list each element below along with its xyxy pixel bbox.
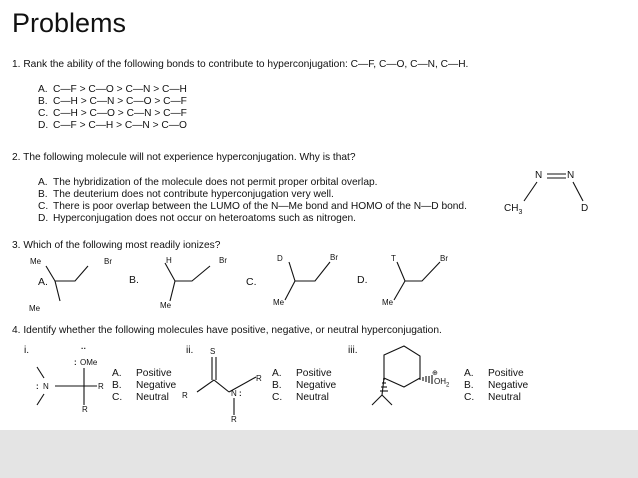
option-text: Positive [296,368,332,379]
r-group-right-ii: R [256,374,262,383]
option-text: Positive [136,368,172,379]
r-group-right-i: R [98,382,104,391]
option-letter: A. [38,84,48,95]
option-text: C—H > C—N > C—O > C—F [53,96,187,107]
option-letter: D. [38,213,49,224]
q4-ii-option-c[interactable] [272,392,329,403]
r-group-bottom-ii: R [231,415,237,424]
option-letter: A. [38,177,48,188]
part-iii-numeral: iii. [348,345,358,356]
struct-c-bottom: Me [273,298,285,307]
option-text: There is poor overlap between the LUMO of the N—Me bond and HOMO of the N—D bond. [53,201,467,212]
option-text: Neutral [136,392,169,403]
option-text: Neutral [488,392,521,403]
deuterium-label: D [581,203,589,214]
positive-charge-icon: ⊕ [432,370,438,377]
struct-d-letter[interactable]: D. [357,274,368,286]
option-letter: A. [112,368,122,379]
struct-c-top-left: D [277,254,283,263]
option-text: Negative [488,380,529,391]
nitrogen-atom-1: N [535,170,543,181]
part-ii-numeral: ii. [186,345,194,356]
option-letter: C. [464,392,475,403]
option-letter: B. [38,189,48,200]
option-letter: C. [38,201,49,212]
option-text: Negative [136,380,177,391]
nitrogen-atom-2: N [567,170,575,181]
lone-pair-dots-ome: ·· [81,344,87,353]
option-letter: A. [272,368,282,379]
lone-pair-colon-ome: : [74,358,77,367]
methyl-subscript: 3 [518,209,523,216]
q4-i-option-b[interactable] [112,380,176,391]
part-i-numeral: i. [24,345,30,356]
q4-iii-option-b[interactable] [464,380,528,391]
slide-footer-band [0,430,638,478]
slide-title: Problems [12,8,127,38]
option-text: C—H > C—O > C—N > C—F [53,108,187,119]
struct-c-letter[interactable]: C. [246,276,257,288]
lone-pair-colon-n-ii: : [239,389,242,398]
option-letter: B. [272,380,282,391]
oxonium-text: OH [434,377,446,386]
option-letter: B. [112,380,122,391]
struct-d-top-right: Br [440,254,448,263]
q4-iii-option-c[interactable] [464,392,521,403]
struct-a-top-right: Br [104,257,112,266]
lone-pair-colon-n: : [36,382,39,391]
question-3-text: 3. Which of the following most readily ionizes? [12,240,221,251]
question-1-text: 1. Rank the ability of the following bonds to contribute to hyperconjugation: C—F, C—O, C—N, C—H. [12,59,469,70]
methoxy-label: OMe [80,358,98,367]
option-text: The hybridization of the molecule does not permit proper orbital overlap. [53,177,378,188]
question-2-text: 2. The following molecule will not experience hyperconjugation. Why is that? [12,152,356,163]
struct-a-top-left: Me [30,257,42,266]
option-letter: C. [38,108,49,119]
struct-b-bottom: Me [160,301,172,310]
nitrogen-label-ii: N [231,389,237,398]
q4-i-option-a[interactable] [112,368,172,379]
oxonium-subscript: 2 [446,382,450,389]
option-letter: A. [464,368,474,379]
struct-b-letter[interactable]: B. [129,274,139,286]
q4-i-option-c[interactable] [112,392,169,403]
option-text: Positive [488,368,524,379]
option-letter: D. [38,120,49,131]
struct-a-letter[interactable]: A. [38,276,48,288]
question-4-text: 4. Identify whether the following molecules have positive, negative, or neutral hyperconjugation. [12,325,442,336]
oxonium-label [434,377,449,389]
r-prime-left-ii: R [182,391,188,400]
struct-c-top-right: Br [330,253,338,262]
option-text: C—F > C—H > C—N > C—O [53,120,187,131]
struct-d-bottom: Me [382,298,394,307]
struct-b-top-left: H [166,256,172,265]
methyl-text: CH [504,203,519,214]
struct-b-top-right: Br [219,256,227,265]
r-group-bottom-i: R [82,405,88,414]
option-text: The deuterium does not contribute hyperconjugation very well. [53,189,334,200]
q4-ii-option-a[interactable] [272,368,332,379]
option-letter: B. [38,96,48,107]
q4-iii-option-a[interactable] [464,368,524,379]
sulfur-label: S [210,347,216,356]
option-letter: C. [272,392,283,403]
option-text: Hyperconjugation does not occur on heteroatoms such as nitrogen. [53,213,356,224]
option-letter: C. [112,392,123,403]
struct-d-top-left: T [391,254,396,263]
q4-ii-option-b[interactable] [272,380,336,391]
struct-a-bottom: Me [29,304,41,313]
option-letter: B. [464,380,474,391]
nitrogen-label-i: N [43,382,49,391]
option-text: C—F > C—O > C—N > C—H [53,84,187,95]
option-text: Neutral [296,392,329,403]
option-text: Negative [296,380,337,391]
